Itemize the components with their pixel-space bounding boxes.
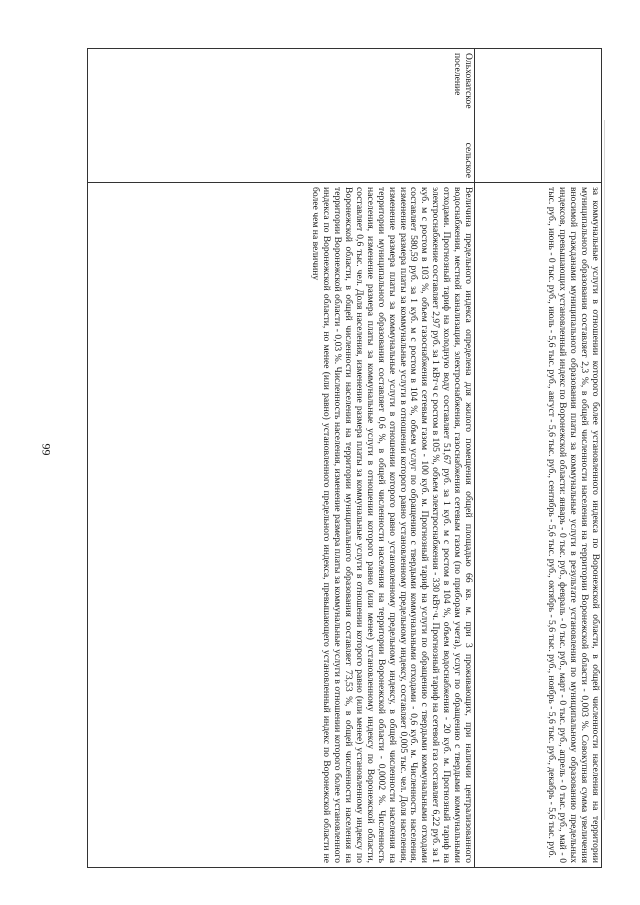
municipality-cell: Ольховатское сельское поселение [88,49,475,183]
description-cell: за коммунальные услуги в отношении которого более установленного индекса по Воронежской области, в общей численности населения на территории муниципального образования составляет 2,3 %, в общей численности населения на территории Воронежской области - 0,003 %. Совокупная сумма увеличения вносимой гражданами муниципального образования платы за коммунальные услуги в результате установления по муниципальному образованию предельных индексов, превышающих установленный индекс по Воронежской области: январь - 0 тыс. руб., февраль - 0 тыс. руб., март - 0 тыс. руб., апрель - 0 тыс. руб., май - 0 тыс. руб., июнь - 0 тыс. руб., июль - 5,6 тыс. руб., август - 5,6 тыс. руб., сентябрь - 5,6 тыс. руб., октябрь - 5,6 тыс. руб., ноябрь - 5,6 тыс. руб., декабрь - 5,6 тыс. руб. [475,183,602,868]
table-row [475,49,602,868]
tariff-index-table [87,48,602,868]
municipality-cell [475,49,602,183]
page-number: 99 [39,443,54,456]
rotated-page-content [78,48,602,868]
description-cell: Величина предельного индекса определена для жилого помещения общей площадью 66 кв. м. при 3 проживающих, при наличии централизованного водоснабжения, местной канализации, электроснабжения, газоснабжения сетевым газом (по приборам учета), услуг по обращению с твердыми коммунальными отходами. Прогнозный тариф на холодную воду составляет 51,67 руб. за 1 куб. м с ростом в 104 %, объем водоснабжения - 20 куб. м. Прогнозный тариф на электроснабжение составляет 2,97 руб. за 1 кВт·ч с ростом в 105 %, объем электроснабжения - 330 кВт·ч. Прогнозный тариф на сетевой газ составляет 6,22 руб. за 1 куб. м с ростом в 103 %, объем газоснабжения сетевым газом - 100 куб. м. Прогнозный тариф на услуги по обращению с твердыми коммунальными отходами составляет 580,59 руб. за 1 куб. м с ростом в 104 %, объем услуг по обращению с твердыми коммунальными отходами - 0,6 куб. м. Численность населения, изменение размера платы за коммунальные услуги в отношении которого равно установленному предельному индексу, составляет 0,005 тыс. чел. Доля населения, изменение размера платы за коммунальные услуги в отношении которого равно установленному предельному индексу, в общей численности населения на территории муниципального образования составляет 0,6 %, в общей численности населения на территории Воронежской области - 0,0002 %. Численность населения, изменение размера платы за коммунальные услуги в отношении которого равно (или менее) установленному индексу по Воронежской области, составляет 0,6 тыс. чел. Доля населения, изменение размера платы за коммунальные услуги в отношении которого равно (или менее) установленному индексу по Воронежской области, в общей численности населения на территории муниципального образования составляет 73,53 %, в общей численности населения на территории Воронежской области - 0,03 %. Численность населения, изменение размера платы за коммунальные услуги в отношении которого более установленного индекса по Воронежской области, но менее (или равно) установленного предельного индекса, превышающего установленный индекс по Воронежской области не более чем на величину [88,183,475,868]
scan-edge-line [604,120,605,820]
table-row [88,49,475,868]
rotated-table-frame [78,48,602,868]
